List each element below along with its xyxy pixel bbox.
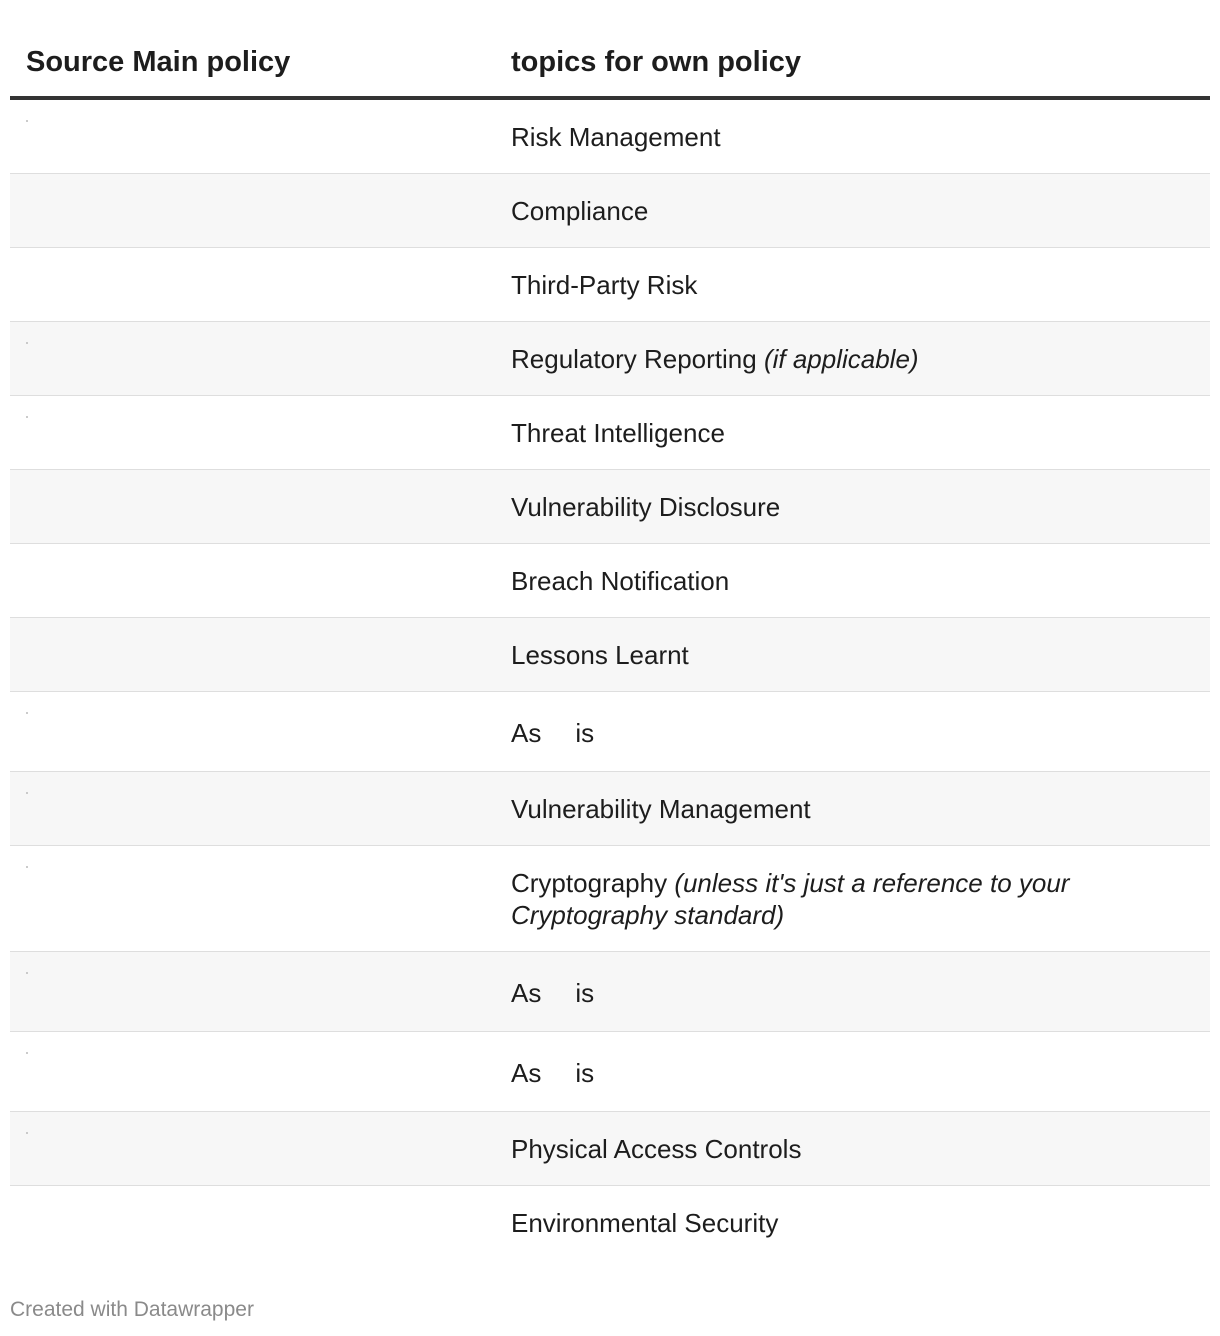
table-row <box>10 772 1210 846</box>
source-cell <box>10 846 511 951</box>
topic-text: Breach Notification <box>511 566 730 596</box>
source-cell <box>10 174 511 247</box>
topic-note: (if applicable) <box>763 344 919 374</box>
table-row <box>10 396 1210 470</box>
topic-cell <box>511 1032 1210 1089</box>
table-row <box>10 846 1210 952</box>
source-cell <box>10 1032 511 1111</box>
topic-cell <box>511 618 1210 671</box>
source-cell <box>10 470 511 543</box>
footer-credit: Created with Datawrapper <box>10 1298 254 1321</box>
topic-cell <box>511 846 1210 931</box>
topic-text: Physical Access Controls <box>511 1134 802 1164</box>
topic-text: As <box>511 718 542 748</box>
marker-dot <box>26 792 28 794</box>
topic-text: Lessons Learnt <box>511 640 689 670</box>
topic-text: Cryptography <box>511 868 668 898</box>
topic-text: As <box>511 978 542 1008</box>
topic-text: Threat Intelligence <box>511 418 725 448</box>
topic-text-suffix: is <box>575 1058 595 1088</box>
topic-text-suffix: is <box>575 978 595 1008</box>
table-row <box>10 100 1210 174</box>
marker-dot <box>26 120 28 122</box>
topic-cell <box>511 692 1210 749</box>
topic-cell <box>511 952 1210 1009</box>
topic-cell <box>511 322 1210 375</box>
marker-dot <box>26 712 28 714</box>
table-row <box>10 248 1210 322</box>
source-cell <box>10 772 511 845</box>
column-header-topics: topics for own policy <box>511 46 802 78</box>
source-cell <box>10 1186 511 1260</box>
topic-cell <box>511 544 1210 597</box>
table-row <box>10 470 1210 544</box>
table-row <box>10 544 1210 618</box>
source-cell <box>10 544 511 617</box>
table-row <box>10 1112 1210 1186</box>
topic-cell <box>511 100 1210 153</box>
topic-text: Risk Management <box>511 122 721 152</box>
source-cell <box>10 100 511 173</box>
marker-dot <box>26 1052 28 1054</box>
table-header <box>10 0 1210 100</box>
topic-cell <box>511 1112 1210 1165</box>
column-header-source: Source Main policy <box>26 46 291 78</box>
table-row <box>10 692 1210 772</box>
table-row <box>10 174 1210 248</box>
table-row <box>10 618 1210 692</box>
topic-text: Compliance <box>511 196 649 226</box>
marker-dot <box>26 972 28 974</box>
topic-note: (unless it's just a reference to your Cryptography standard) <box>511 868 1070 930</box>
topic-text: Regulatory Reporting <box>511 344 757 374</box>
topic-text: Environmental Security <box>511 1208 779 1238</box>
source-cell <box>10 1112 511 1185</box>
topic-cell <box>511 470 1210 523</box>
source-cell <box>10 322 511 395</box>
table-row <box>10 952 1210 1032</box>
table-row <box>10 1186 1210 1260</box>
topic-cell <box>511 396 1210 449</box>
marker-dot <box>26 866 28 868</box>
source-cell <box>10 396 511 469</box>
source-cell <box>10 248 511 321</box>
table-row <box>10 1032 1210 1112</box>
table-body <box>10 100 1210 1260</box>
source-cell <box>10 952 511 1031</box>
marker-dot <box>26 1132 28 1134</box>
topic-text: Vulnerability Management <box>511 794 811 824</box>
topic-cell <box>511 772 1210 825</box>
topic-cell <box>511 174 1210 227</box>
marker-dot <box>26 342 28 344</box>
topic-text: As <box>511 1058 542 1088</box>
topic-text: Third-Party Risk <box>511 270 698 300</box>
policy-table <box>10 0 1210 1260</box>
topic-text: Vulnerability Disclosure <box>511 492 781 522</box>
table-row <box>10 322 1210 396</box>
topic-cell <box>511 1186 1210 1239</box>
topic-text-suffix: is <box>575 718 595 748</box>
source-cell <box>10 618 511 691</box>
source-cell <box>10 692 511 771</box>
topic-cell <box>511 248 1210 301</box>
marker-dot <box>26 416 28 418</box>
